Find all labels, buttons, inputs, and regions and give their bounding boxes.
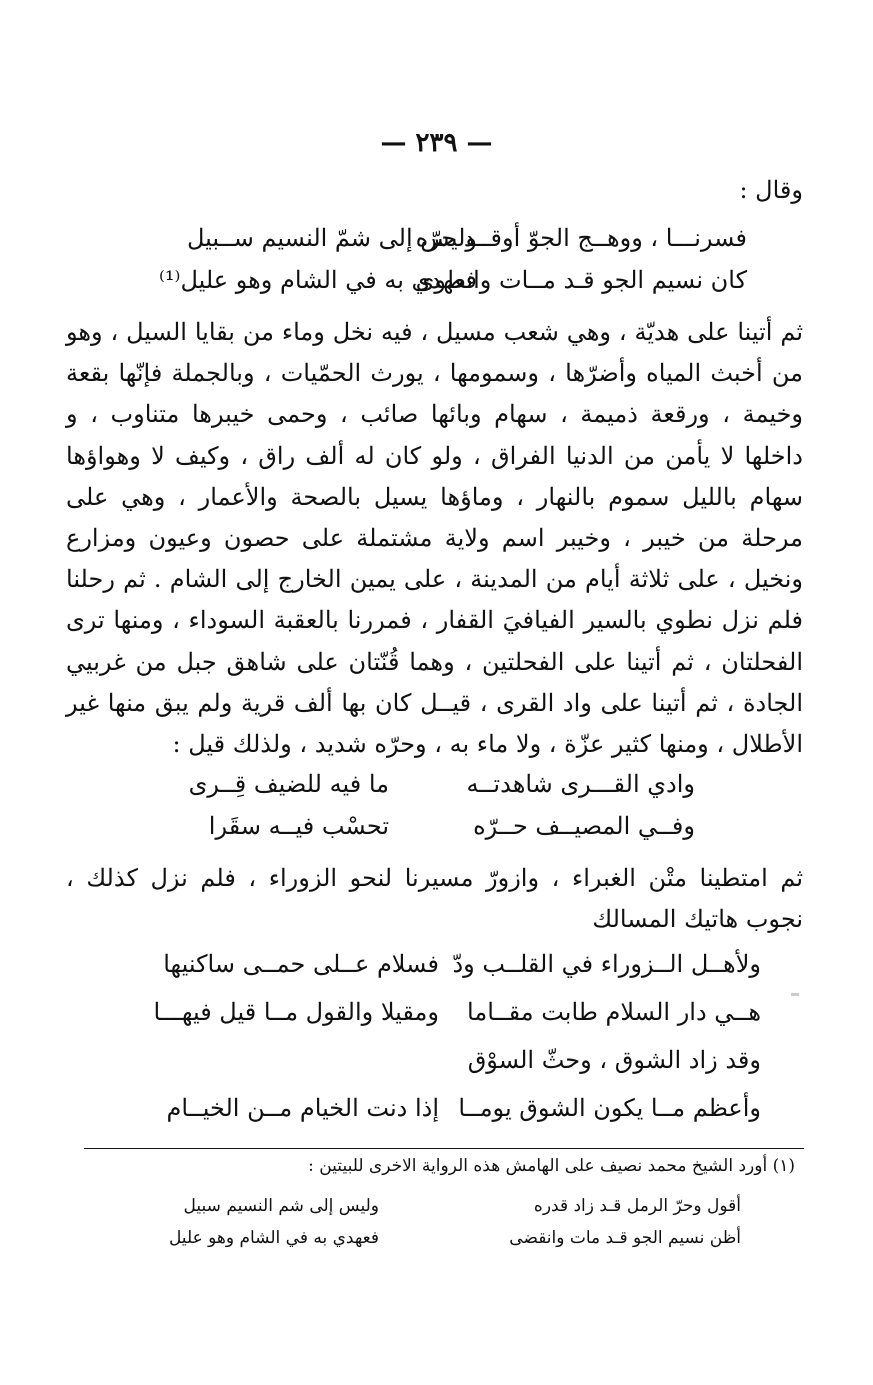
footnote-verse-line: [0, 1196, 873, 1222]
verse-second-hemistich: فسلام عــلى حمــى ساكنيها: [163, 950, 439, 978]
prose-text: ثم امتطينا متْن الغبراء ، وازورّ مسيرنا لنحو الزوراء ، فلم نزل كذلك ، نجوب هاتيك المسالك: [66, 864, 803, 934]
verse-line: [0, 266, 873, 300]
verse-second-hemistich: فعهدي به في الشام وهو عليل⁽¹⁾: [159, 266, 477, 294]
verse-first-hemistich: ولأهــل الــزوراء في القلــب ودّ: [452, 950, 761, 978]
verse-line: [0, 998, 873, 1032]
verse-first-hemistich: وقد زاد الشوق ، وحثّ السوْق: [467, 1046, 761, 1074]
verse-line: [0, 950, 873, 984]
verse-line: [0, 1046, 873, 1080]
verse-first-hemistich: كان نسيم الجو قـد مــات وانطوى: [415, 266, 747, 294]
footnote-first-hemistich: أقول وحرّ الرمل قـد زاد قدره: [533, 1196, 741, 1216]
verse-second-hemistich: وليس إلى شمّ النسيم ســبيل: [186, 224, 477, 252]
verse-line: [0, 1094, 873, 1128]
verse-first-hemistich: فسرنـــا ، ووهــج الجوّ أوقــد حرّه: [415, 224, 747, 252]
page-number: — ٢٣٩ —: [380, 128, 493, 158]
intro-label: وقال :: [739, 176, 803, 204]
footnote-text: (١) أورد الشيخ محمد نصيف على الهامش هذه الرواية الاخرى للبيتين :: [308, 1156, 795, 1176]
prose-paragraph: [66, 312, 803, 765]
footnote-verse-line: [0, 1228, 873, 1254]
verse-second-hemistich: ومقيلا والقول مــا قيل فيهـــا: [153, 998, 439, 1026]
verse-first-hemistich: وأعظم مــا يكون الشوق يومــا: [458, 1094, 761, 1122]
verse-second-hemistich: إذا دنت الخيام مــن الخيــام: [166, 1094, 439, 1122]
prose-paragraph: [66, 858, 803, 940]
footnote-second-hemistich: وليس إلى شم النسيم سبيل: [183, 1196, 379, 1216]
footnote-rule: [84, 1148, 804, 1149]
footnote-first-hemistich: أظن نسيم الجو قـد مات وانقضى: [509, 1228, 741, 1248]
verse-line: [0, 224, 873, 258]
verse-line: [0, 812, 873, 846]
footnote-second-hemistich: فعهدي به في الشام وهو عليل: [168, 1228, 379, 1248]
verse-second-hemistich: ما فيه للضيف قِــرى: [188, 770, 389, 798]
prose-text: ثم أتينا على هديّة ، وهي شعب مسيل ، فيه نخل وماء من بقايا السيل ، وهو من أخبث المياه وأضرّها ، وسمومها ، يورث الحمّيات ، وبالجملة فإنّها بقعة وخيمة ، ورقعة ذميمة ، سهام وبائها صائب ، وحمى خيبرها متناوب ، و داخلها لا يأمن من الدنيا الفراق ، ولو كان له ألف راق ، وكيف لا وهواؤها سهام بالليل سموم بالنهار ، وماؤها يسيل بالصحة والأعمار ، وهي على مرحلة من خيبر ، وخيبر اسم ولاية مشتملة على حصون وعيون ومزارع ونخيل ، على ثلاثة أيام من المدينة ، على يمين الخارج إلى الشام . ثم رحلنا فلم نزل نطوي بالسير الفيافيَ القفار ، فمررنا بالعقبة السوداء ، ومنها ترى الفحلتان ، ثم أتينا على الفحلتين ، وهما قُنّتان على شاهق جبل من غربيي الجادة ، ثم أتينا على واد القرى ، قيــل كان بها ألف قرية ولم يبق منها غير الأطلال ، ومنها كثير عزّة ، ولا ماء به ، وحرّه شديد ، ولذلك قيل :: [66, 318, 803, 759]
verse-line: [0, 770, 873, 804]
verse-first-hemistich: وادي القـــرى شاهدتــه: [466, 770, 695, 798]
verse-first-hemistich: هــي دار السلام طابت مقــاما: [467, 998, 761, 1026]
margin-mark: [791, 993, 799, 996]
verse-second-hemistich: تحسْب فيــه سقَرا: [208, 812, 389, 840]
verse-first-hemistich: وفــي المصيــف حــرّه: [473, 812, 695, 840]
